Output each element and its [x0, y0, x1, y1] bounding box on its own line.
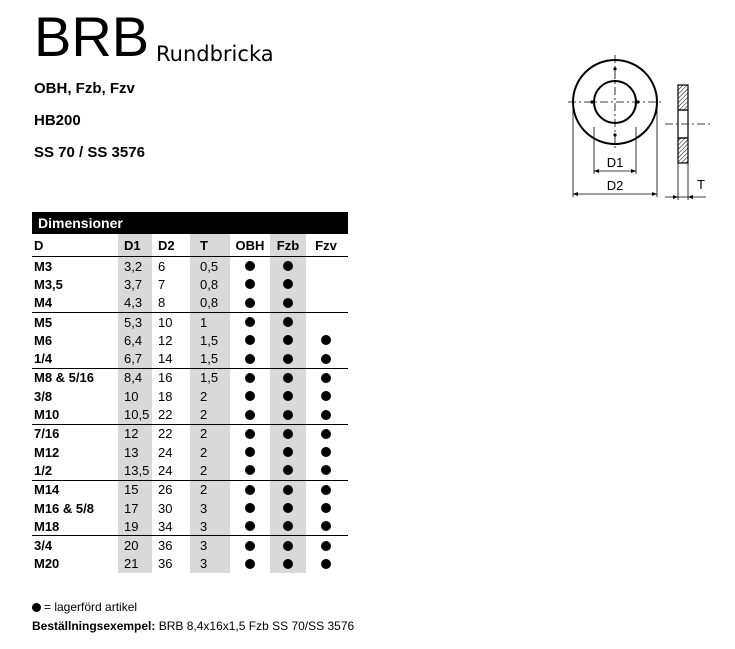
row-group [32, 369, 348, 425]
stock-dot-icon [321, 465, 331, 475]
cell-obh [230, 555, 270, 573]
col-header-d1: D1 [118, 234, 152, 256]
table-column-headers [32, 234, 348, 257]
row-group [32, 257, 348, 313]
order-example-text: BRB 8,4x16x1,5 Fzb SS 70/SS 3576 [158, 619, 355, 633]
table-row [32, 517, 348, 535]
stock-dot-icon [245, 391, 255, 401]
washer-front-view [568, 55, 662, 197]
cell-d1: 13 [118, 443, 152, 461]
stock-dot-icon [245, 261, 255, 271]
cell-fzb [270, 517, 306, 535]
stock-dot-icon [32, 603, 41, 612]
table-row [32, 443, 348, 461]
cell-fzv [306, 499, 346, 517]
stock-dot-icon [245, 335, 255, 345]
cell-d1: 6,7 [118, 349, 152, 367]
dimensions-table [32, 212, 348, 573]
cell-fzv [306, 405, 346, 423]
table-title: Dimensioner [32, 212, 348, 234]
stock-dot-icon [283, 521, 293, 531]
stock-dot-icon [283, 261, 293, 271]
cell-d: M3,5 [34, 276, 63, 292]
cell-d1: 5,3 [118, 313, 152, 331]
cell-d2: 18 [158, 388, 173, 404]
table-row [32, 275, 348, 293]
cell-fzb [270, 481, 306, 499]
col-header-fzb: Fzb [270, 234, 306, 256]
row-group [32, 425, 348, 481]
cell-t: 3 [190, 555, 230, 573]
cell-fzv [306, 257, 346, 275]
product-code: BRB [34, 5, 150, 68]
cell-d2: 26 [158, 482, 173, 498]
cell-d: M14 [34, 482, 60, 498]
cell-obh [230, 349, 270, 367]
table-row [32, 331, 348, 349]
stock-dot-icon [245, 541, 255, 551]
stock-dot-icon [321, 559, 331, 569]
cell-d1: 19 [118, 517, 152, 535]
table-row [32, 536, 348, 554]
cell-fzb [270, 499, 306, 517]
cell-d1: 3,7 [118, 275, 152, 293]
cell-t: 1 [190, 313, 230, 331]
table-row [32, 257, 348, 275]
cell-d2: 36 [158, 538, 173, 554]
cell-obh [230, 405, 270, 423]
cell-d1: 20 [118, 536, 152, 554]
stock-dot-icon [321, 503, 331, 513]
cell-d2: 22 [158, 426, 173, 442]
stock-dot-icon [283, 373, 293, 383]
cell-fzb [270, 275, 306, 293]
cell-obh [230, 499, 270, 517]
washer-side-view [665, 85, 712, 200]
cell-fzb [270, 257, 306, 275]
stock-dot-icon [245, 503, 255, 513]
stock-dot-icon [283, 279, 293, 289]
stock-dot-icon [283, 465, 293, 475]
table-row [32, 294, 348, 312]
stock-dot-icon [283, 317, 293, 327]
legend-text: = lagerförd artikel [44, 600, 138, 614]
stock-dot-icon [245, 559, 255, 569]
cell-d1: 10,5 [118, 405, 152, 423]
col-header-t: T [190, 234, 230, 256]
order-example [32, 619, 354, 633]
stock-dot-icon [245, 465, 255, 475]
table-row [32, 405, 348, 423]
table-body [32, 257, 348, 573]
stock-dot-icon [321, 485, 331, 495]
col-header-d: D [34, 237, 44, 253]
cell-t: 3 [190, 536, 230, 554]
stock-dot-icon [283, 559, 293, 569]
cell-d: M10 [34, 407, 60, 423]
cell-d: M16 & 5/8 [34, 500, 94, 516]
cell-t: 2 [190, 387, 230, 405]
cell-d: 1/4 [34, 351, 53, 367]
cell-d1: 13,5 [118, 461, 152, 479]
cell-obh [230, 517, 270, 535]
stock-dot-icon [283, 541, 293, 551]
stock-dot-icon [321, 429, 331, 439]
cell-d: 3/8 [34, 388, 53, 404]
row-group [32, 313, 348, 369]
stock-dot-icon [321, 373, 331, 383]
col-header-fzv: Fzv [315, 237, 337, 253]
cell-t: 0,5 [190, 257, 230, 275]
cell-fzv [306, 369, 346, 387]
legend [32, 600, 137, 614]
cell-fzb [270, 405, 306, 423]
table-row [32, 461, 348, 479]
stock-dot-icon [283, 429, 293, 439]
cell-obh [230, 461, 270, 479]
stock-dot-icon [321, 521, 331, 531]
finish-line: OBH, Fzb, Fzv [34, 80, 135, 97]
cell-fzv [306, 275, 346, 293]
table-row [32, 425, 348, 443]
cell-d1: 4,3 [118, 294, 152, 312]
cell-t: 2 [190, 405, 230, 423]
cell-t: 1,5 [190, 349, 230, 367]
stock-dot-icon [245, 317, 255, 327]
stock-dot-icon [245, 279, 255, 289]
table-row [32, 481, 348, 499]
hardness-line: HB200 [34, 112, 81, 129]
cell-fzv [306, 331, 346, 349]
cell-t: 2 [190, 425, 230, 443]
cell-fzb [270, 349, 306, 367]
cell-obh [230, 536, 270, 554]
cell-t: 1,5 [190, 331, 230, 349]
cell-d1: 17 [118, 499, 152, 517]
cell-d2: 22 [158, 407, 173, 423]
cell-fzv [306, 387, 346, 405]
row-group [32, 481, 348, 537]
stock-dot-icon [283, 410, 293, 420]
stock-dot-icon [283, 335, 293, 345]
cell-obh [230, 443, 270, 461]
cell-fzb [270, 461, 306, 479]
stock-dot-icon [245, 354, 255, 364]
cell-d2: 30 [158, 500, 173, 516]
cell-t: 0,8 [190, 294, 230, 312]
cell-obh [230, 425, 270, 443]
stock-dot-icon [283, 354, 293, 364]
cell-d2: 10 [158, 314, 173, 330]
stock-dot-icon [283, 503, 293, 513]
cell-fzv [306, 349, 346, 367]
cell-d: 3/4 [34, 538, 53, 554]
cell-d2: 36 [158, 556, 173, 572]
cell-fzb [270, 369, 306, 387]
cell-d2: 24 [158, 444, 173, 460]
cell-d: M3 [34, 258, 53, 274]
cell-obh [230, 369, 270, 387]
cell-d1: 3,2 [118, 257, 152, 275]
cell-fzb [270, 331, 306, 349]
stock-dot-icon [283, 447, 293, 457]
cell-fzv [306, 443, 346, 461]
cell-fzb [270, 555, 306, 573]
cell-fzv [306, 517, 346, 535]
cell-obh [230, 331, 270, 349]
cell-d2: 24 [158, 462, 173, 478]
stock-dot-icon [283, 298, 293, 308]
cell-d1: 15 [118, 481, 152, 499]
cell-fzv [306, 425, 346, 443]
cell-d2: 7 [158, 276, 166, 292]
washer-diagram [560, 55, 720, 205]
table-row [32, 499, 348, 517]
stock-dot-icon [321, 354, 331, 364]
cell-t: 3 [190, 499, 230, 517]
table-row [32, 555, 348, 573]
cell-fzv [306, 294, 346, 312]
cell-d2: 16 [158, 370, 173, 386]
cell-fzv [306, 313, 346, 331]
table-row [32, 369, 348, 387]
cell-d2: 14 [158, 351, 173, 367]
cell-d: M18 [34, 518, 60, 534]
cell-d: M12 [34, 444, 60, 460]
cell-obh [230, 387, 270, 405]
cell-d1: 21 [118, 555, 152, 573]
stock-dot-icon [321, 447, 331, 457]
cell-fzb [270, 294, 306, 312]
stock-dot-icon [321, 391, 331, 401]
stock-dot-icon [245, 521, 255, 531]
cell-d: M8 & 5/16 [34, 370, 94, 386]
table-row [32, 349, 348, 367]
t-label: T [697, 177, 705, 192]
cell-d2: 12 [158, 332, 173, 348]
row-group [32, 536, 348, 573]
stock-dot-icon [245, 429, 255, 439]
cell-t: 3 [190, 517, 230, 535]
cell-d: 7/16 [34, 426, 60, 442]
cell-d: M20 [34, 556, 60, 572]
stock-dot-icon [245, 410, 255, 420]
stock-dot-icon [321, 335, 331, 345]
col-header-obh: OBH [235, 237, 265, 253]
cell-fzb [270, 425, 306, 443]
cell-t: 1,5 [190, 369, 230, 387]
table-row [32, 387, 348, 405]
cell-d1: 8,4 [118, 369, 152, 387]
cell-t: 0,8 [190, 275, 230, 293]
cell-obh [230, 481, 270, 499]
cell-d: M5 [34, 314, 53, 330]
cell-fzv [306, 536, 346, 554]
cell-d1: 10 [118, 387, 152, 405]
cell-fzb [270, 313, 306, 331]
cell-obh [230, 275, 270, 293]
cell-d: M6 [34, 332, 53, 348]
stock-dot-icon [245, 485, 255, 495]
cell-obh [230, 257, 270, 275]
cell-fzb [270, 443, 306, 461]
cell-d: 1/2 [34, 462, 53, 478]
cell-fzv [306, 555, 346, 573]
cell-d1: 6,4 [118, 331, 152, 349]
cell-t: 2 [190, 481, 230, 499]
cell-fzb [270, 387, 306, 405]
cell-obh [230, 294, 270, 312]
cell-fzv [306, 461, 346, 479]
stock-dot-icon [245, 447, 255, 457]
stock-dot-icon [245, 373, 255, 383]
stock-dot-icon [283, 391, 293, 401]
stock-dot-icon [321, 410, 331, 420]
cell-d2: 6 [158, 258, 166, 274]
order-example-label: Beställningsexempel: [32, 619, 156, 633]
cell-d2: 8 [158, 295, 166, 311]
stock-dot-icon [321, 541, 331, 551]
stock-dot-icon [283, 485, 293, 495]
d1-label: D1 [606, 155, 624, 170]
cell-t: 2 [190, 443, 230, 461]
cell-fzv [306, 481, 346, 499]
standard-line: SS 70 / SS 3576 [34, 144, 145, 161]
cell-d: M4 [34, 295, 53, 311]
cell-d2: 34 [158, 518, 173, 534]
table-row [32, 313, 348, 331]
cell-obh [230, 313, 270, 331]
cell-d1: 12 [118, 425, 152, 443]
col-header-d2: D2 [158, 237, 175, 253]
cell-t: 2 [190, 461, 230, 479]
product-name: Rundbricka [156, 42, 274, 66]
d2-label: D2 [606, 178, 624, 193]
stock-dot-icon [245, 298, 255, 308]
cell-fzb [270, 536, 306, 554]
